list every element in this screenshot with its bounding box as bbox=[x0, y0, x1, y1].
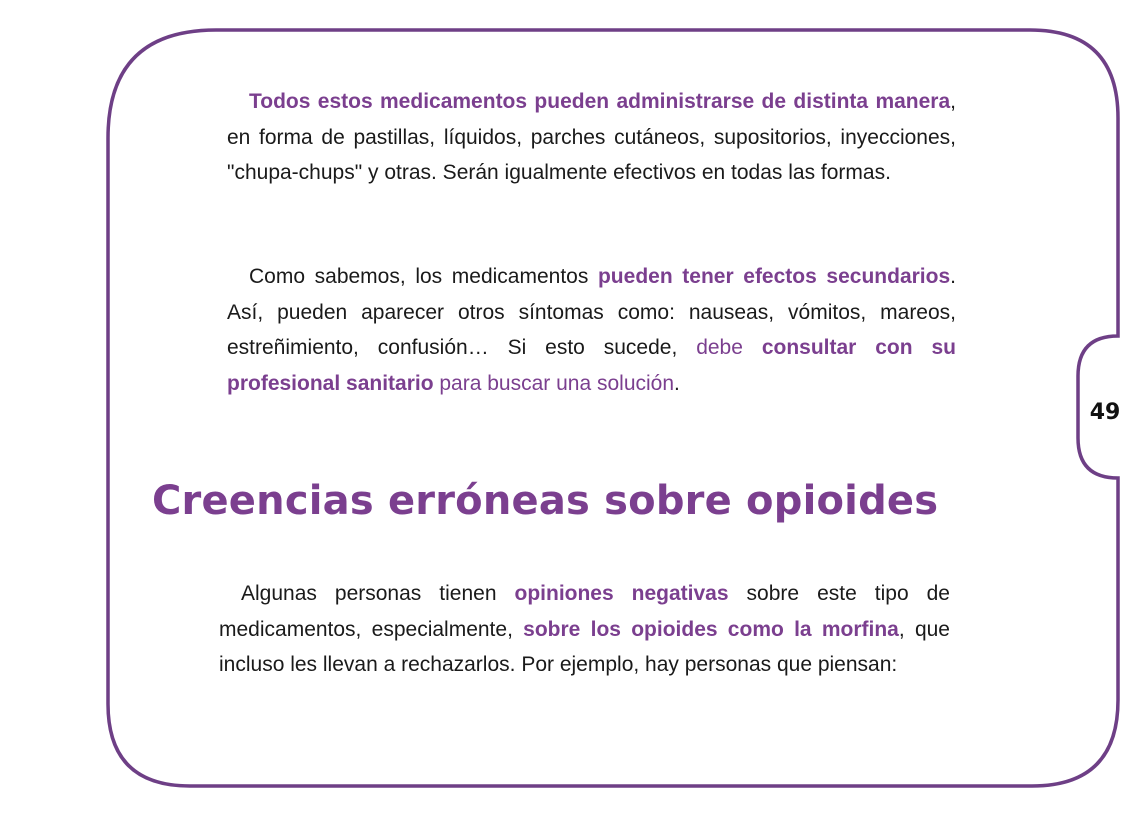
text-period: . bbox=[674, 371, 680, 395]
section-heading: Creencias erróneas sobre opioides bbox=[152, 478, 939, 524]
highlight-negative-opinions: opiniones negativas bbox=[514, 582, 729, 605]
highlight-side-effects: pueden tener efectos secundarios bbox=[597, 265, 951, 288]
paragraph-administration bbox=[227, 84, 956, 191]
page-number: 49 bbox=[1089, 400, 1121, 425]
text-opinions-intro: Algunas personas tienen bbox=[241, 582, 515, 605]
text-side-effects-intro: Como sabemos, los medicamentos bbox=[249, 265, 598, 288]
text-opinions-medications: sobre este tipo de medicamentos, especialmente, bbox=[219, 582, 950, 641]
highlight-opioids-morphine: sobre los opioides como la morfina bbox=[523, 617, 899, 641]
text-opinions-reject: , que incluso les llevan a rechazarlos. Por ejemplo, hay personas que piensan: bbox=[219, 617, 950, 676]
text-side-effects-symptoms: . Así, pueden aparecer otros síntomas como: nauseas, vómitos, mareos, estreñimiento, confusión… Si esto sucede, bbox=[227, 265, 956, 359]
text-find-solution: para buscar una solución bbox=[433, 371, 675, 395]
text-administration-forms: , en forma de pastillas, líquidos, parches cutáneos, supositorios, inyecciones, "chupa-chups" y otras. Serán igualmente efectivos en todas las formas. bbox=[227, 90, 956, 184]
paragraph-negative-opinions bbox=[219, 576, 950, 683]
paragraph-side-effects bbox=[227, 259, 956, 401]
highlight-administration: Todos estos medicamentos pueden administrarse de distinta manera bbox=[249, 90, 951, 113]
text-debe: debe bbox=[696, 336, 762, 359]
highlight-consult-professional: consultar con su profesional sanitario bbox=[227, 336, 956, 395]
